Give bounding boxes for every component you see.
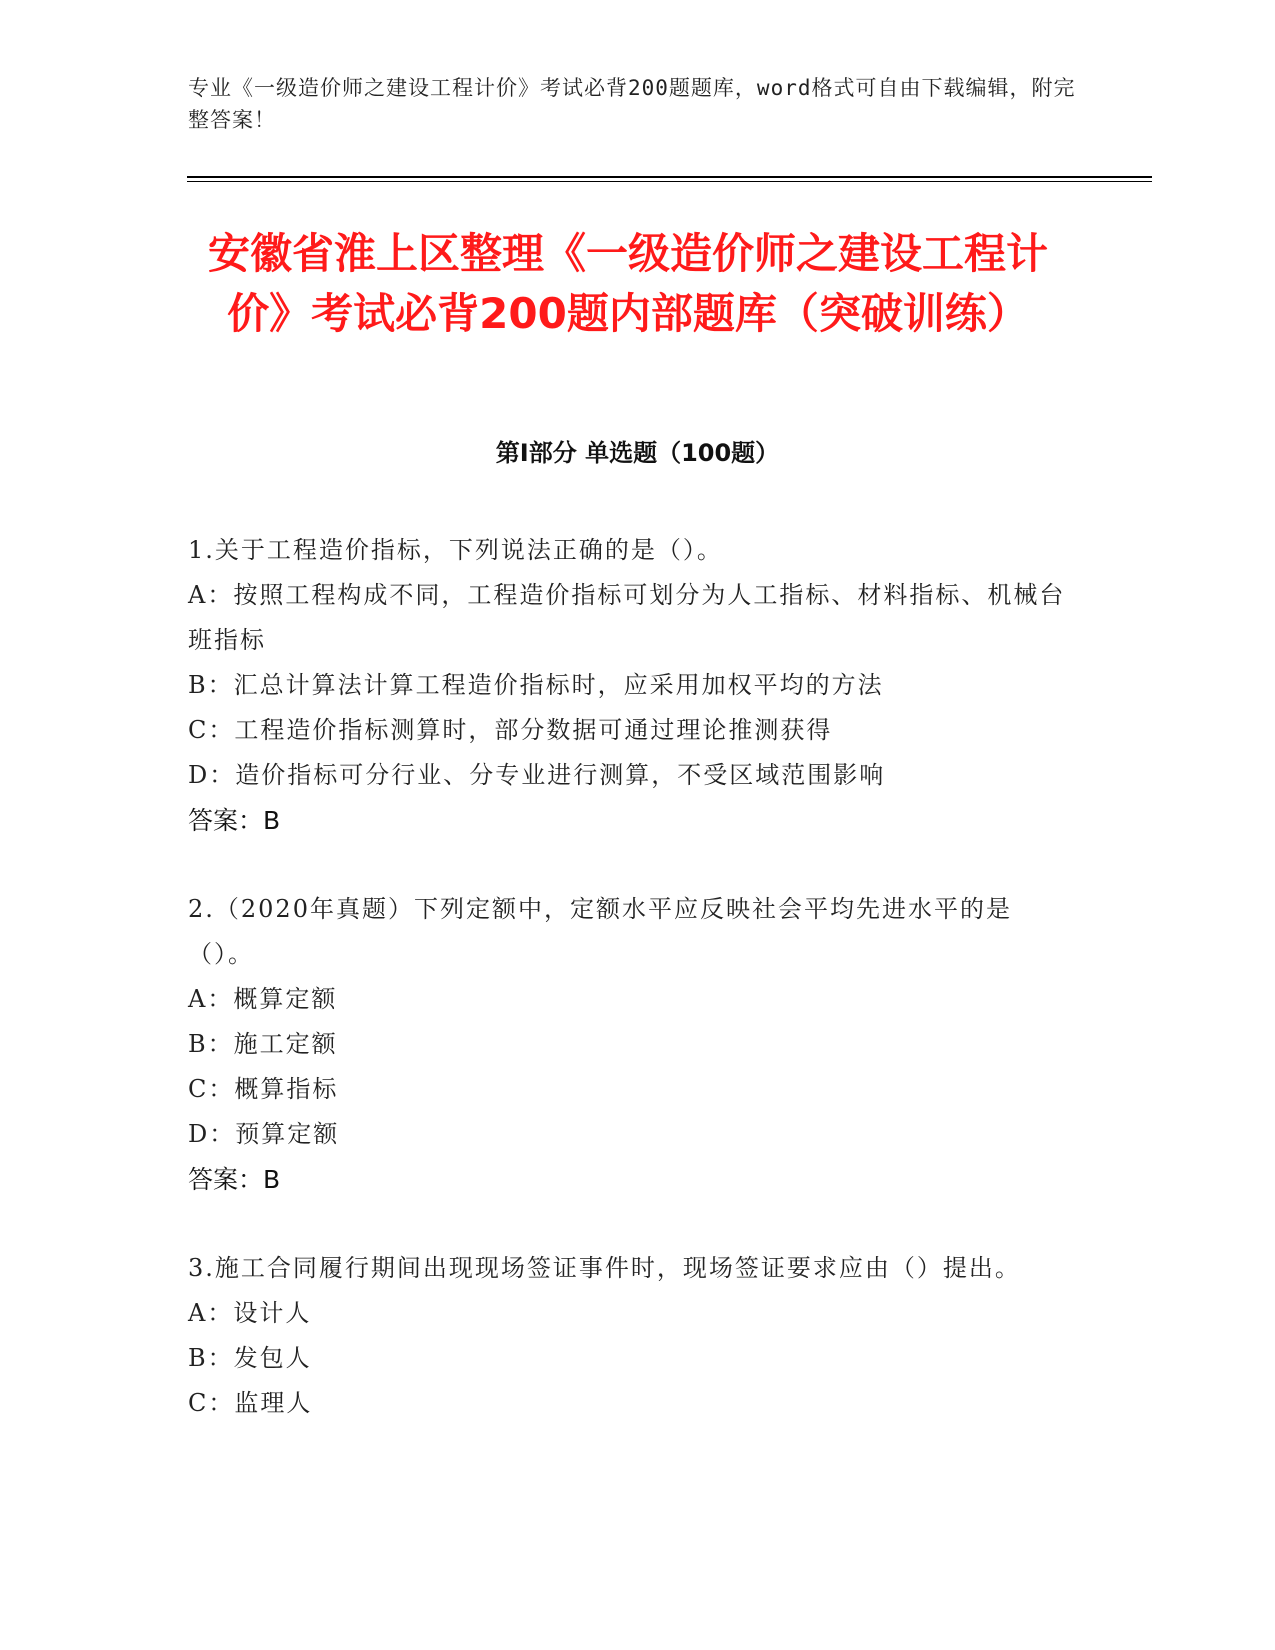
option-a: A：设计人 [188, 1299, 312, 1327]
option-c: C：监理人 [188, 1389, 313, 1417]
question-stem: 1.关于工程造价指标，下列说法正确的是（）。 [188, 536, 723, 564]
option-b: B：发包人 [188, 1344, 312, 1372]
section-heading: 第I部分 单选题（100题） [495, 439, 780, 467]
intro-text: 专业《一级造价师之建设工程计价》考试必背200题题库，word格式可自由下载编辑，附完整答案！ [188, 76, 1076, 132]
answer-line: 答案：B [188, 1165, 281, 1194]
question-stem: 2.（2020年真题）下列定额中，定额水平应反映社会平均先进水平的是（）。 [188, 895, 1012, 968]
option-a: A：概算定额 [188, 985, 338, 1013]
header-divider-thin [187, 181, 1152, 182]
question-2 [188, 887, 1068, 1202]
question-list [188, 528, 1068, 1470]
answer-line: 答案：B [188, 806, 281, 835]
option-c: C：概算指标 [188, 1075, 339, 1103]
document-title: 安徽省淮上区整理《一级造价师之建设工程计价》考试必背200题内部题库（突破训练） [207, 229, 1048, 338]
option-b: B：施工定额 [188, 1030, 338, 1058]
question-stem: 3.施工合同履行期间出现现场签证事件时，现场签证要求应由（）提出。 [188, 1254, 1021, 1282]
option-b: B：汇总计算法计算工程造价指标时，应采用加权平均的方法 [188, 671, 884, 699]
option-a: A：按照工程构成不同，工程造价指标可划分为人工指标、材料指标、机械台班指标 [188, 581, 1066, 654]
header-divider-thick [187, 176, 1152, 178]
option-c: C：工程造价指标测算时，部分数据可通过理论推测获得 [188, 716, 833, 744]
question-1 [188, 528, 1068, 843]
question-3 [188, 1246, 1068, 1426]
option-d: D：造价指标可分行业、分专业进行测算，不受区域范围影响 [188, 761, 886, 789]
option-d: D：预算定额 [188, 1120, 340, 1148]
